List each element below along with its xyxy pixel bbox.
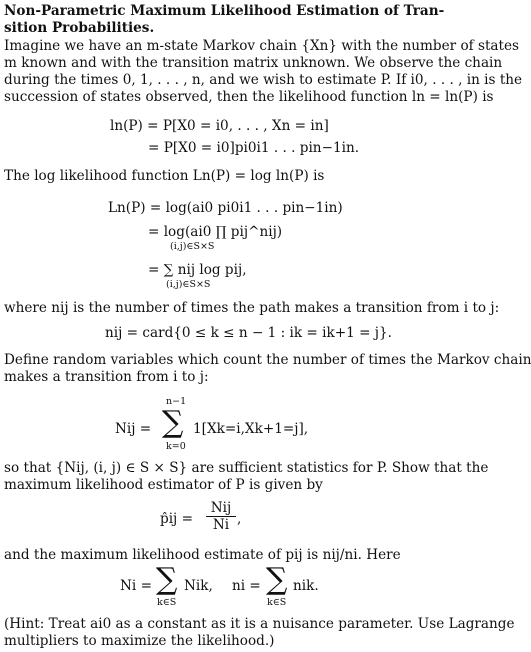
- eq5-denominator: Ni: [212, 517, 230, 533]
- define-line-1: Define random variables which count the number of times the Markov chain: [4, 352, 531, 368]
- eq1-line-2: = P[X0 = i0]pi0i1 . . . pin−1in.: [148, 140, 360, 156]
- title-line-1: Non-Parametric Maximum Likelihood Estimation of Tran-: [4, 3, 445, 19]
- eq5-lhs: p̂ij =: [160, 511, 193, 527]
- eq4-lhs: Nij =: [115, 421, 152, 437]
- eq6-sum-1-subscript: k∈S: [157, 597, 177, 608]
- eq6-rhs-1: Nik,: [184, 578, 213, 594]
- eq2-sum-subscript: (i,j)∈S×S: [166, 279, 211, 290]
- eq6-lhs-2: ni =: [232, 578, 261, 594]
- eq5-fraction: [206, 500, 236, 533]
- summation-symbol: ∑: [156, 562, 178, 597]
- sufficient-line-2: maximum likelihood estimator of P is given by: [4, 477, 323, 493]
- eq6-sum-2-subscript: k∈S: [267, 597, 287, 608]
- title-line-2: sition Probabilities.: [4, 20, 155, 36]
- log-intro: The log likelihood function Ln(P) = log ln(P) is: [4, 168, 325, 184]
- eq2-line-1: Ln(P) = log(ai0 pi0i1 . . . pin−1in): [108, 200, 343, 216]
- estimate-line: and the maximum likelihood estimate of pij is nij/ni. Here: [4, 547, 401, 563]
- where-line: where nij is the number of times the path makes a transition from i to j:: [4, 300, 500, 316]
- hint-line-1: (Hint: Treat ai0 as a constant as it is a nuisance parameter. Use Lagrange: [4, 616, 515, 632]
- eq4-rhs: 1[Xk=i,Xk+1=j],: [193, 421, 309, 437]
- summation-symbol: ∑: [162, 405, 184, 440]
- hint-line-2: multipliers to maximize the likelihood.): [4, 633, 275, 649]
- eq6-lhs-1: Ni =: [120, 578, 152, 594]
- intro-line-1: Imagine we have an m-state Markov chain {Xn} with the number of states: [4, 38, 520, 54]
- eq6-rhs-2: nik.: [293, 578, 319, 594]
- eq2-product-subscript: (i,j)∈S×S: [170, 241, 215, 252]
- eq4-sum-lower: k=0: [166, 441, 186, 452]
- eq4-sum-upper: n−1: [166, 396, 187, 407]
- eq2-line-2: = log(ai0 ∏ pij^nij): [148, 224, 283, 240]
- eq5-tail: ,: [237, 511, 242, 527]
- eq1-line-1: ln(P) = P[X0 = i0, . . . , Xn = in]: [110, 118, 329, 134]
- eq5-numerator: Nij: [206, 500, 236, 517]
- sufficient-line-1: so that {Nij, (i, j) ∈ S × S} are sufficient statistics for P. Show that the: [4, 460, 489, 476]
- eq2-line-3: = ∑ nij log pij,: [148, 262, 247, 278]
- eq3: nij = card{0 ≤ k ≤ n − 1 : ik = ik+1 = j}.: [105, 325, 392, 341]
- intro-line-2: m known and with the transition matrix unknown. We observe the chain: [4, 55, 503, 71]
- intro-line-4: succession of states observed, then the likelihood function ln = ln(P) is: [4, 89, 494, 105]
- define-line-2: makes a transition from i to j:: [4, 369, 209, 385]
- summation-symbol: ∑: [266, 562, 288, 597]
- intro-line-3: during the times 0, 1, . . . , n, and we wish to estimate P. If i0, . . . , in is the: [4, 72, 523, 88]
